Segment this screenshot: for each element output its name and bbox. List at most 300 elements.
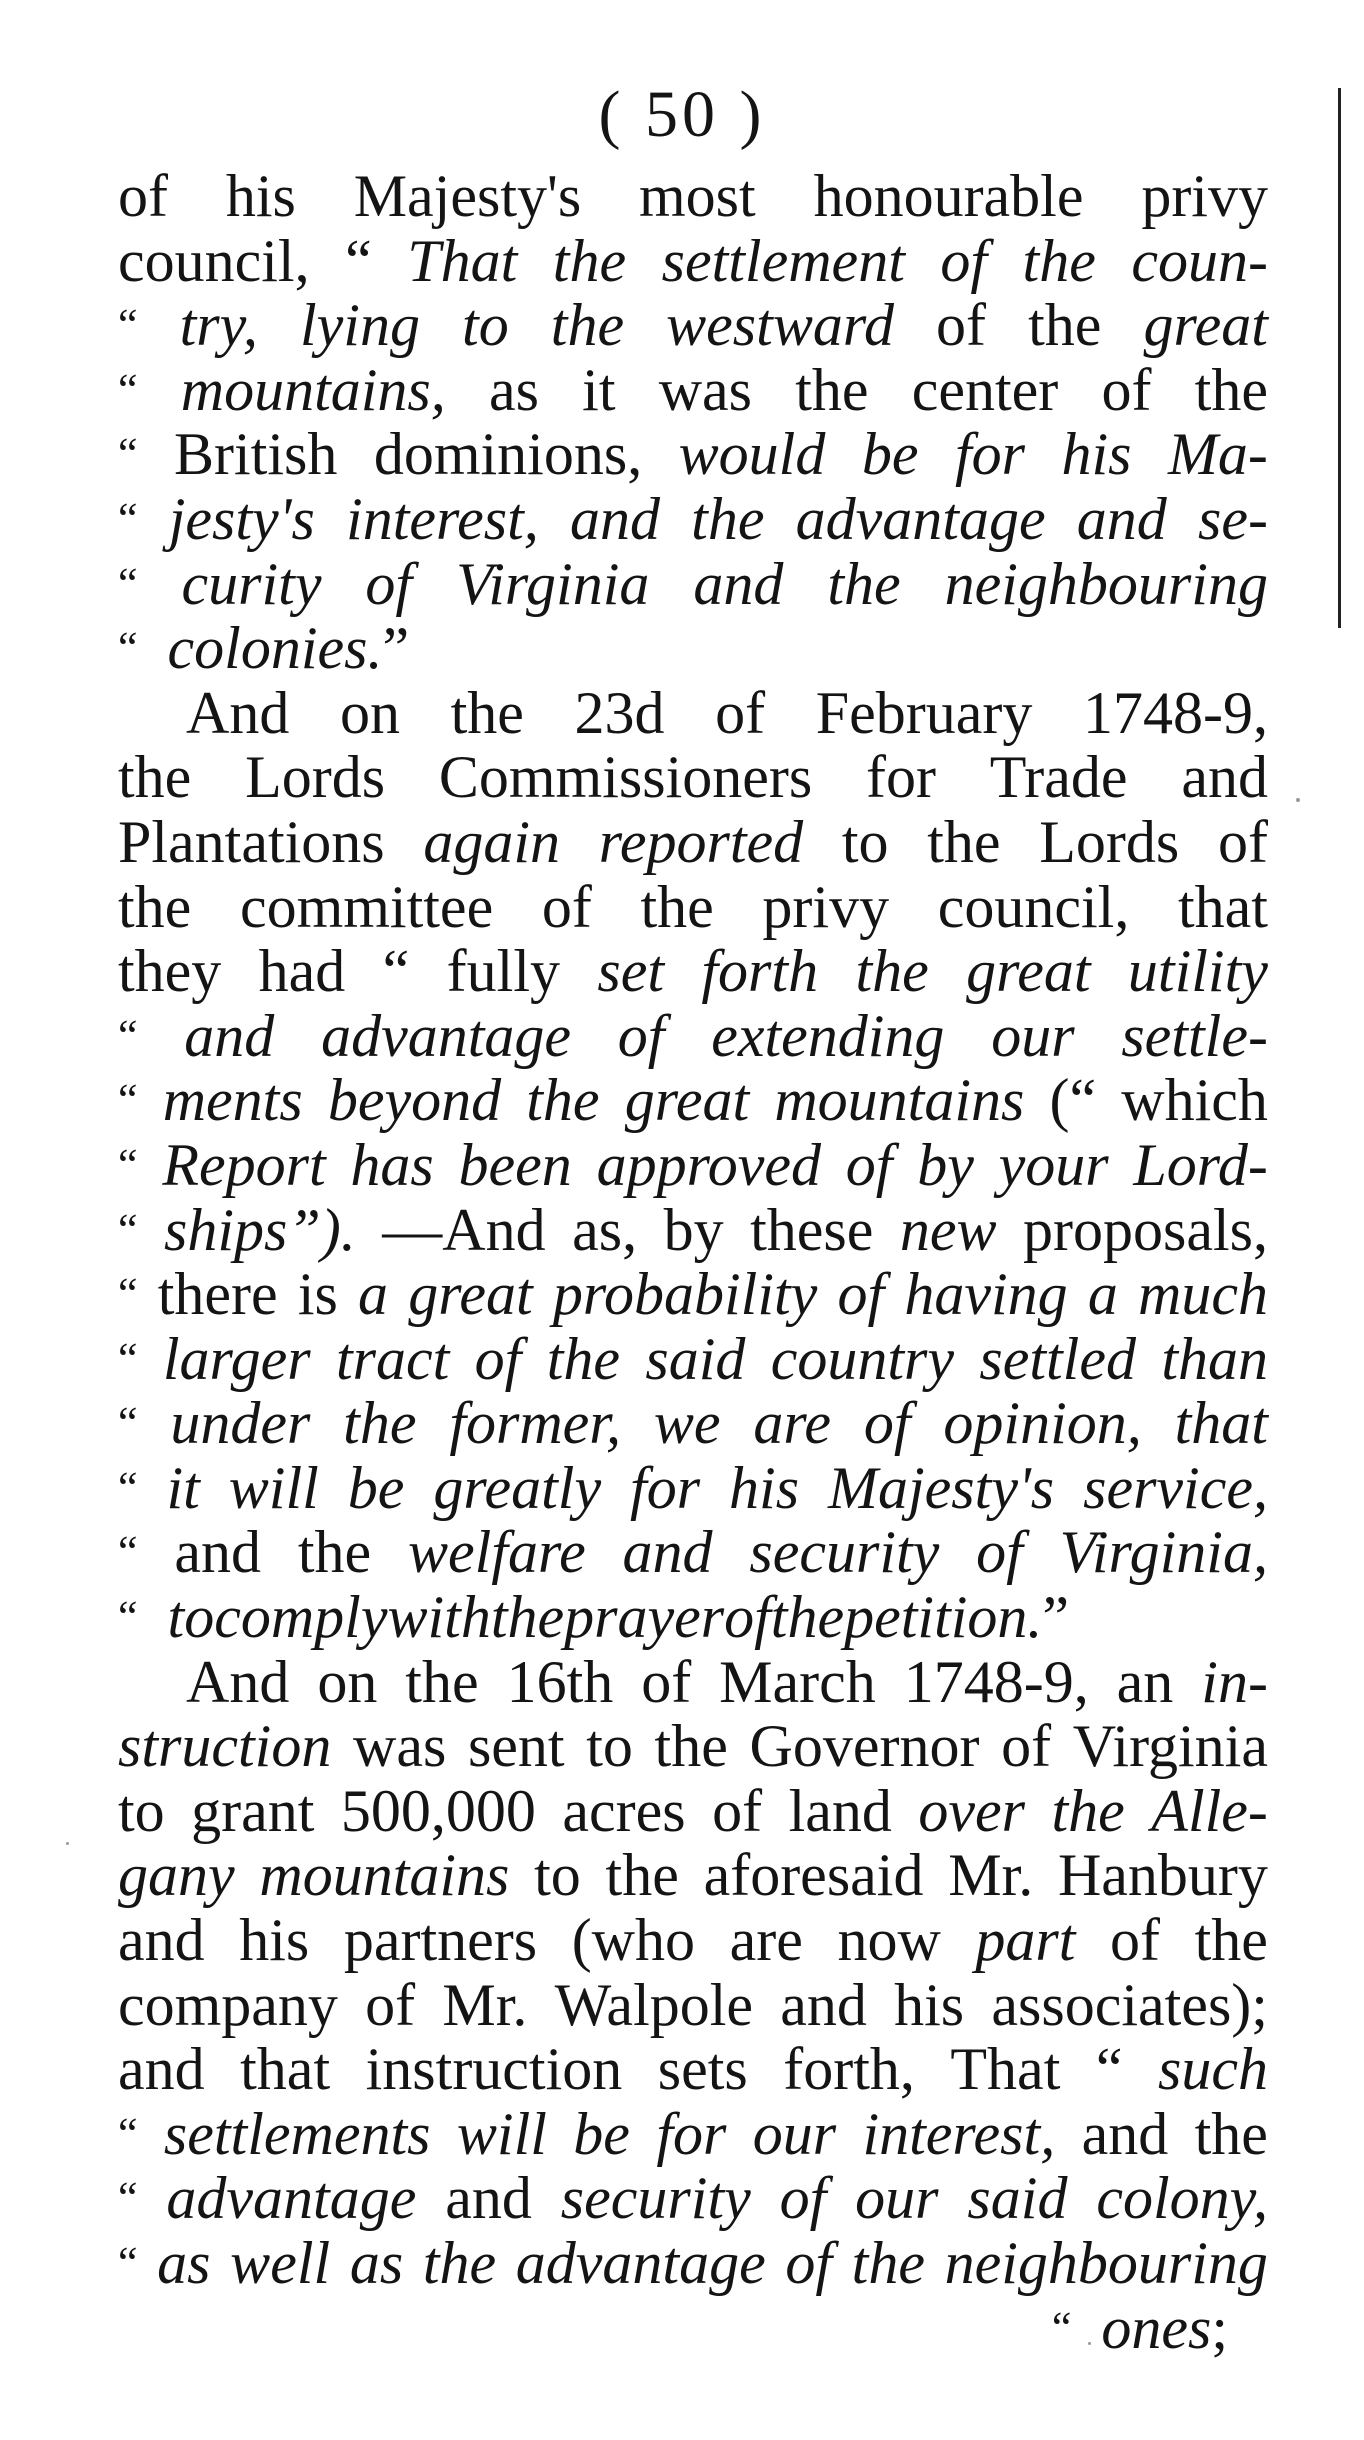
word: Hanbury	[1057, 1842, 1268, 1909]
word: the	[605, 1842, 679, 1909]
word: comply	[214, 1584, 388, 1651]
word: will	[456, 2100, 547, 2167]
text-line	[118, 1714, 1268, 1779]
word: of	[617, 1002, 665, 1069]
word: council,	[937, 873, 1130, 940]
word: settle-	[1121, 1002, 1268, 1069]
word: the	[118, 744, 192, 811]
word: Virginia	[1072, 1713, 1268, 1780]
word: of	[1217, 808, 1268, 875]
word: there	[157, 1261, 278, 1328]
word: settlement	[661, 227, 905, 294]
word: jesty's	[168, 485, 315, 552]
word: coun-	[1131, 227, 1268, 294]
text-line	[118, 422, 1268, 487]
body-text	[118, 164, 1268, 2360]
text-line	[118, 1004, 1268, 1069]
text-line	[118, 2296, 1268, 2361]
text-line	[118, 1327, 1268, 1392]
word: “	[382, 938, 410, 1005]
word: and	[118, 2036, 205, 2103]
word: the	[770, 1584, 845, 1651]
word: of	[118, 163, 168, 229]
word: the	[827, 550, 901, 617]
line-quote-mark: “	[118, 2173, 138, 2223]
word: Alle-	[1151, 1777, 1268, 1844]
word: acres	[562, 1777, 686, 1844]
text-line	[118, 2166, 1268, 2231]
word: by	[663, 1196, 724, 1263]
line-quote-mark: “	[118, 623, 138, 673]
word: advantage	[515, 2230, 766, 2296]
word: of	[724, 1584, 771, 1651]
word: advantage	[321, 1002, 571, 1069]
line-quote-mark: “	[118, 1010, 138, 1060]
word: British	[174, 421, 338, 488]
word: honourable	[813, 163, 1084, 229]
word: such	[1158, 2036, 1268, 2103]
line-quote-mark: “	[118, 1075, 138, 1125]
word: greatly	[433, 1454, 602, 1521]
text-line	[118, 2102, 1268, 2167]
word: are	[729, 1907, 803, 1974]
word: in-	[1201, 1648, 1268, 1715]
word: your	[998, 1131, 1109, 1198]
word: ones	[1101, 2294, 1212, 2361]
word: security	[560, 2165, 751, 2232]
word: these	[750, 1196, 874, 1263]
word: the	[1194, 356, 1268, 423]
word: privy	[762, 873, 890, 940]
word: Mr.	[442, 1971, 528, 2038]
word: be	[347, 1454, 405, 1521]
word: for	[630, 1454, 701, 1521]
word: gany	[118, 1842, 235, 1909]
word: and	[569, 485, 660, 552]
word: welfare	[407, 1519, 586, 1586]
word: our	[991, 1002, 1075, 1069]
word: the	[1022, 227, 1096, 294]
word: of	[1101, 356, 1152, 423]
word: than	[1161, 1325, 1268, 1392]
word: the	[552, 227, 627, 294]
line-quote-mark: “	[118, 1333, 138, 1383]
word: approved	[596, 1131, 821, 1198]
word: aforesaid	[703, 1842, 924, 1909]
word: instruction	[365, 2036, 623, 2103]
word: to	[586, 1713, 633, 1780]
word: Lord-	[1133, 1131, 1268, 1198]
word: his	[1061, 421, 1132, 488]
line-quote-mark: “	[118, 1139, 138, 1189]
word: larger	[162, 1325, 311, 1392]
word: of	[845, 1131, 893, 1198]
text-line	[118, 552, 1268, 617]
word: Majesty's	[353, 163, 582, 229]
word: country	[770, 1325, 954, 1392]
word: interest,	[862, 2100, 1056, 2167]
word: of	[1110, 1907, 1160, 1974]
word: security	[749, 1519, 940, 1586]
word: been	[458, 1131, 572, 1198]
text-line	[118, 1650, 1268, 1715]
word: of	[976, 1519, 1023, 1586]
line-quote-mark: “	[118, 1398, 138, 1448]
line-quote-mark: “	[118, 364, 138, 414]
word: 1748-9,	[903, 1648, 1089, 1715]
line-quote-mark: “	[118, 1527, 138, 1577]
text-line	[118, 810, 1268, 875]
word: settled	[979, 1325, 1136, 1392]
text-line	[118, 681, 1268, 746]
word: of	[837, 1261, 885, 1328]
word: the	[851, 2230, 925, 2296]
word: That	[950, 2036, 1061, 2103]
word: the	[855, 938, 929, 1005]
word: the	[550, 292, 625, 359]
line-quote-mark: “	[118, 2108, 138, 2158]
text-line	[118, 487, 1268, 552]
word: tract	[336, 1325, 450, 1392]
word: Lords	[245, 744, 386, 811]
word: Walpole	[554, 1971, 754, 2038]
text-line	[118, 1585, 1268, 1650]
word: for	[656, 2100, 727, 2167]
text-line	[118, 745, 1268, 810]
word: it	[582, 356, 616, 423]
word: mountains	[259, 1842, 510, 1909]
word: the	[1194, 2100, 1268, 2167]
word: ”	[1042, 1584, 1070, 1651]
word: the	[546, 1325, 620, 1392]
word: sent	[467, 1713, 565, 1780]
word: and	[118, 1907, 205, 1974]
paper-speck	[66, 1842, 69, 1845]
word: be	[573, 2100, 630, 2167]
word: associates);	[991, 1971, 1268, 2038]
word: that	[1177, 873, 1268, 940]
text-line	[118, 2231, 1268, 2296]
word: forth,	[783, 2036, 915, 2103]
word: has	[350, 1131, 434, 1198]
word: fully	[446, 938, 560, 1005]
word: the	[654, 1713, 728, 1780]
word: And	[186, 1648, 290, 1715]
word: under	[170, 1390, 311, 1457]
word: had	[258, 938, 346, 1005]
word: having	[904, 1261, 1068, 1328]
word: to	[841, 808, 889, 875]
word: to	[534, 1842, 581, 1909]
word: advantage	[166, 2165, 417, 2232]
word: privy	[1141, 163, 1268, 229]
word: said	[967, 2165, 1068, 2232]
word: as	[349, 2230, 404, 2296]
word: mountains,	[180, 356, 446, 423]
word: of	[863, 1390, 911, 1457]
word: new	[899, 1196, 997, 1263]
word: the	[927, 808, 1001, 875]
word: 1748-9,	[1082, 679, 1268, 746]
word: neighbouring	[944, 2230, 1268, 2296]
word: curity	[181, 550, 322, 617]
word: westward	[666, 292, 894, 359]
word: and	[1076, 485, 1167, 552]
word: 500,000	[340, 1777, 536, 1844]
word: Commissioners	[438, 744, 813, 811]
word: March	[719, 1648, 876, 1715]
word: “	[345, 227, 372, 294]
word: prayer	[564, 1584, 725, 1651]
word: the	[1194, 1907, 1268, 1974]
word: of	[715, 679, 766, 746]
word: on	[339, 679, 400, 746]
word: over	[918, 1777, 1026, 1844]
word: Mr.	[948, 1842, 1034, 1909]
word: (“	[1049, 1067, 1097, 1134]
word: and	[184, 1002, 275, 1069]
word: the	[405, 1648, 479, 1715]
word: well	[230, 2230, 331, 2296]
word: February	[815, 679, 1033, 746]
word: great	[966, 938, 1091, 1005]
word: the	[450, 679, 524, 746]
word: ;	[1211, 2294, 1228, 2361]
word: 16th	[506, 1648, 614, 1715]
word: —And	[382, 1196, 546, 1263]
word: to	[462, 292, 509, 359]
paper-speck	[1088, 2342, 1091, 2345]
word: try,	[179, 292, 258, 359]
text-line	[118, 1779, 1268, 1844]
line-quote-mark: “	[1051, 2302, 1072, 2352]
word: “	[1095, 2036, 1123, 2103]
word: was	[658, 356, 753, 423]
word: of	[365, 550, 413, 617]
word: the	[1051, 1777, 1125, 1844]
word: on	[317, 1648, 378, 1715]
word: (who	[571, 1907, 696, 1974]
word: said	[645, 1325, 746, 1392]
word: now	[837, 1907, 941, 1974]
word: an	[1116, 1648, 1174, 1715]
text-line	[118, 939, 1268, 1004]
word: the	[118, 873, 192, 940]
word: to	[118, 1777, 165, 1844]
word: probability	[552, 1261, 818, 1328]
page-number: ( 50 )	[598, 78, 766, 151]
word: reported	[598, 808, 804, 875]
word: council,	[118, 227, 310, 294]
word: Virginia	[456, 550, 650, 617]
word: opinion,	[943, 1390, 1142, 1457]
word: Plantations	[118, 808, 385, 875]
word: Virginia,	[1059, 1519, 1268, 1586]
word: utility	[1127, 938, 1268, 1005]
word: grant	[191, 1777, 315, 1844]
text-line	[118, 1068, 1268, 1133]
word: center	[911, 356, 1059, 423]
word: for	[866, 744, 936, 811]
word: great	[624, 1067, 750, 1134]
word: is	[297, 1261, 338, 1328]
word: That	[407, 227, 518, 294]
text-line	[118, 1198, 1268, 1263]
word: are	[753, 1390, 832, 1457]
word: mountains	[774, 1067, 1025, 1134]
text-line	[118, 2037, 1268, 2102]
word: struction	[118, 1713, 332, 1780]
line-quote-mark: “	[118, 2238, 138, 2287]
word: and	[780, 1971, 867, 2038]
word: and	[445, 2165, 532, 2232]
word: Majesty's	[828, 1454, 1055, 1521]
word: the	[343, 1390, 417, 1457]
word: they	[118, 938, 222, 1005]
word: Governor	[749, 1713, 980, 1780]
text-line	[118, 616, 1268, 681]
word: to	[167, 1584, 215, 1651]
text-line	[118, 1908, 1268, 1973]
word: of	[641, 1648, 692, 1715]
word: the	[526, 1067, 600, 1134]
line-quote-mark: “	[118, 300, 138, 350]
text-line	[118, 1520, 1268, 1585]
word: land	[788, 1777, 892, 1844]
word: and	[174, 1519, 261, 1586]
word: a	[358, 1261, 389, 1328]
word: the	[490, 1584, 565, 1651]
word: and	[1181, 744, 1268, 811]
word: forth	[701, 938, 819, 1005]
word: and	[1081, 2100, 1169, 2167]
word: and	[622, 1519, 713, 1586]
word: great	[1143, 292, 1268, 359]
text-line	[118, 358, 1268, 423]
word: ments	[162, 1067, 303, 1134]
word: as	[488, 356, 539, 423]
word: of	[474, 1325, 522, 1392]
text-line	[118, 293, 1268, 358]
word: was	[352, 1713, 447, 1780]
word: proposals,	[1023, 1196, 1268, 1263]
word: most	[639, 163, 756, 229]
word: Report	[162, 1131, 326, 1198]
word: that	[240, 2036, 331, 2103]
page-edge-rule	[1338, 88, 1341, 628]
line-quote-mark: “	[118, 558, 138, 608]
word: partners	[343, 1907, 538, 1974]
word: by	[917, 1131, 974, 1198]
word: of	[936, 292, 987, 359]
word: would	[678, 421, 826, 488]
line-quote-mark: “	[118, 1204, 138, 1254]
word: of	[779, 2165, 827, 2232]
text-line	[118, 164, 1268, 229]
word: our	[855, 2165, 939, 2232]
word: colonies.	[167, 615, 383, 682]
text-line	[118, 875, 1268, 940]
word: interest,	[346, 485, 539, 552]
text-line	[118, 1133, 1268, 1198]
word: the	[795, 356, 869, 423]
word: extending	[711, 1002, 945, 1069]
text-line	[118, 229, 1268, 294]
word: of	[1001, 1713, 1052, 1780]
word: petition.	[844, 1584, 1043, 1651]
word: ships”).	[164, 1196, 356, 1263]
word: of	[541, 873, 592, 940]
word: his	[239, 1907, 310, 1974]
word: of	[940, 227, 988, 294]
word: with	[387, 1584, 491, 1651]
text-line	[118, 1973, 1268, 2038]
word: will	[228, 1454, 319, 1521]
word: of	[365, 1971, 416, 2038]
word: Trade	[989, 744, 1128, 811]
word: his	[225, 163, 296, 229]
word: his	[729, 1454, 800, 1521]
text-line	[118, 1843, 1268, 1908]
word: that	[1174, 1390, 1268, 1457]
word: company	[118, 1971, 338, 2038]
word: service,	[1083, 1454, 1268, 1521]
word: as	[157, 2230, 211, 2296]
word: it	[166, 1454, 200, 1521]
word: of	[785, 2230, 833, 2296]
text-line	[118, 1391, 1268, 1456]
word: great	[408, 1261, 533, 1328]
word: committee	[239, 873, 494, 940]
word: former,	[449, 1390, 621, 1457]
word: again	[423, 808, 561, 875]
word: advantage	[795, 485, 1046, 552]
line-quote-mark: “	[118, 1592, 138, 1642]
word: se-	[1197, 485, 1268, 552]
word: much	[1138, 1261, 1268, 1328]
word: the	[640, 873, 714, 940]
word: which	[1121, 1067, 1268, 1134]
word: the	[297, 1519, 372, 1586]
line-quote-mark: “	[118, 429, 138, 479]
word: And	[186, 679, 290, 746]
word: we	[653, 1390, 721, 1457]
word: the	[422, 2230, 497, 2296]
word: settlements	[163, 2100, 431, 2167]
word: sets	[657, 2036, 748, 2103]
word: colony,	[1096, 2165, 1268, 2232]
word: Lords	[1039, 808, 1180, 875]
word: the	[1028, 292, 1102, 359]
word: for	[954, 421, 1025, 488]
word: our	[752, 2100, 837, 2167]
word: part	[975, 1907, 1076, 1974]
word: be	[861, 421, 919, 488]
word: and	[693, 550, 784, 617]
word: as,	[572, 1196, 638, 1263]
word: neighbouring	[944, 550, 1268, 617]
word: dominions,	[373, 421, 643, 488]
word: a	[1087, 1261, 1118, 1328]
word: his	[894, 1971, 965, 2038]
word: the	[691, 485, 765, 552]
text-line	[118, 1262, 1268, 1327]
word: Ma-	[1167, 421, 1268, 488]
word: of	[712, 1777, 763, 1844]
line-quote-mark: “	[118, 1269, 138, 1319]
paper-speck	[1296, 798, 1300, 802]
word: 23d	[574, 679, 665, 746]
